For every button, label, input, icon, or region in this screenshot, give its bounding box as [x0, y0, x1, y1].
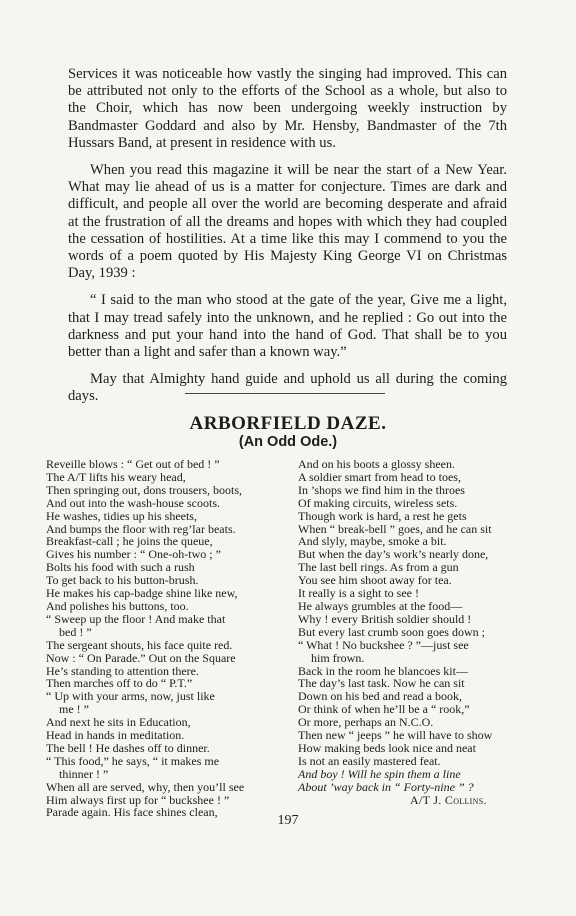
poem-line: How making beds look nice and neat — [298, 740, 476, 755]
poem-line: When “ break-bell ” goes, and he can sit — [298, 521, 492, 536]
author-signature — [410, 793, 487, 808]
poem-line: Him always first up for “ buckshee ! ” — [46, 792, 230, 807]
poem-line: Parade again. His face shines clean, — [46, 805, 218, 820]
signature-surname: Collins. — [444, 793, 487, 807]
poem-line: Now : “ On Parade.” Out on the Square — [46, 650, 236, 665]
poem-line: Or think of when he’ll be a “ rook,” — [298, 702, 470, 717]
signature-prefix: A/T J. — [410, 793, 442, 807]
poem-line: He always grumbles at the food— — [298, 598, 463, 613]
poem-line: And bumps the floor with reg’lar beats. — [46, 521, 236, 536]
poem-line: Then marches off to do “ P.T.” — [46, 676, 193, 691]
poem-line: The last bell rings. As from a gun — [298, 560, 459, 575]
poem-line: Breakfast-call ; he joins the queue, — [46, 534, 213, 549]
paragraph-new-year: When you read this magazine it will be near the start of a New Year. What may lie ahead of us is a matter for conjecture. Times are dark and difficult, and people all over the world are becoming desperate and afraid at the frustration of all the dreams and hopes with which they had coupled the cessation of hostilities. At a time like this may I commend to you the words of a poem quoted by His Majesty King George VI on Christmas Day, 1939 : — [68, 162, 507, 282]
poem-line: When all are served, why, then you’ll see — [46, 779, 245, 794]
poem-line: He makes his cap-badge shine like new, — [46, 586, 238, 601]
poem-line: And out into the wash-house scoots. — [46, 495, 220, 510]
page-number: 197 — [277, 813, 299, 828]
paragraph-services: Services it was noticeable how vastly the singing had improved. This can be attributed not only to the efforts of the School as a whole, but also to the Choir, which has now been undergoing weekly instruction by Bandmaster Goddard and also by Mr. Hensby, Bandmaster of the 7th Hussars Band, at present in residence with us. — [68, 66, 507, 151]
poem-line: Gives his number : “ One-oh-two ; ” — [46, 547, 221, 562]
poem-line: Reveille blows : “ Get out of bed ! ” — [46, 457, 220, 471]
poem-line: him frown. — [311, 650, 365, 665]
section-divider — [185, 393, 385, 394]
prose-section — [68, 66, 507, 416]
poem-line: It really is a sight to see ! — [298, 586, 419, 601]
poem-title: ARBORFIELD DAZE. — [189, 413, 387, 434]
poem-line: The bell ! He dashes off to dinner. — [46, 740, 210, 755]
poem-line: A soldier smart from head to toes, — [298, 469, 461, 484]
poem-column-left — [46, 458, 275, 819]
poem-line: The A/T lifts his weary head, — [46, 469, 186, 484]
poem-line: thinner ! ” — [59, 766, 109, 781]
poem-line: The sergeant shouts, his face quite red. — [46, 637, 233, 652]
poem-line: Down on his bed and read a book, — [298, 689, 462, 704]
poem-line: “ What ! No buckshee ? ”—just see — [298, 637, 469, 652]
poem-line: bed ! ” — [59, 624, 92, 639]
poem-subtitle: (An Odd Ode.) — [238, 434, 338, 450]
poem-line: Then new “ jeeps ” he will have to show — [298, 728, 493, 743]
poem-line: Though work is hard, a rest he gets — [298, 508, 467, 523]
poem-line: Or more, perhaps an N.C.O. — [298, 715, 434, 730]
poem-line: Of making circuits, wireless sets. — [298, 495, 458, 510]
poem-line: Why ! every British soldier should ! — [298, 611, 472, 626]
poem-line: Then springing out, dons trousers, boots, — [46, 482, 242, 497]
poem-line: And next he sits in Education, — [46, 715, 191, 730]
poem-line: “ This food,” he says, “ it makes me — [46, 753, 220, 768]
poem-line: And on his boots a glossy sheen. — [298, 457, 455, 471]
poem-line: “ Sweep up the floor ! And make that — [46, 611, 226, 626]
paragraph-closing-blessing: May that Almighty hand guide and uphold us all during the coming days. — [68, 371, 507, 405]
poem-line: About ’way back in “ Forty-nine ” ? — [298, 779, 474, 794]
poem-line: “ Up with your arms, now, just like — [46, 689, 215, 704]
poem-line: Back in the room he blancoes kit— — [298, 663, 468, 678]
poem-line: You see him shoot away for tea. — [298, 573, 452, 588]
poem-line: But when the day’s work’s nearly done, — [298, 547, 489, 562]
poem-line: Head in hands in meditation. — [46, 728, 185, 743]
paragraph-gate-of-year-quote: “ I said to the man who stood at the gate of the year, Give me a light, that I may tread safely into the unknown, and he replied : Go out into the darkness and put your hand into the hand of God. That shall be to you better than a light and safer than a known way.” — [68, 292, 507, 361]
poem-line: But every last crumb soon goes down ; — [298, 624, 485, 639]
poem-line: He washes, tidies up his sheets, — [46, 508, 197, 523]
poem-line: In ’shops we find him in the throes — [298, 482, 465, 497]
poem-line: And boy ! Will he spin them a line — [298, 766, 461, 781]
poem-line: Bolts his food with such a rush — [46, 560, 195, 575]
poem-line: The day’s last task. Now he can sit — [298, 676, 465, 691]
poem-line: Is not an easily mastered feat. — [298, 753, 441, 768]
poem-line: And slyly, maybe, smoke a bit. — [298, 534, 447, 549]
poem-line: me ! ” — [59, 702, 89, 717]
poem-line: He’s standing to attention there. — [46, 663, 199, 678]
poem-line: To get back to his button-brush. — [46, 573, 199, 588]
poem-column-right — [298, 458, 522, 794]
poem-line: And polishes his buttons, too. — [46, 598, 189, 613]
